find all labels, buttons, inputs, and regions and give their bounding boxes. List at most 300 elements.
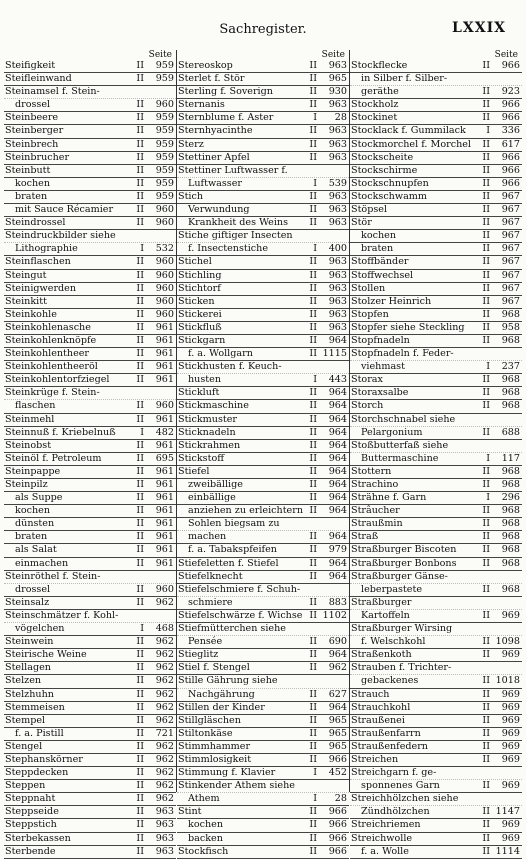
- entry-page: [319, 675, 349, 687]
- index-entry: [350, 492, 522, 505]
- entry-term: braten: [15, 531, 48, 543]
- entry-volume: II: [309, 400, 317, 412]
- entry-page: 962: [155, 688, 174, 700]
- entry-term: Steinberger: [5, 125, 64, 137]
- index-entry: [177, 623, 349, 636]
- entry-volume: II: [482, 60, 490, 71]
- index-entry: [4, 479, 176, 492]
- entry-volume: II: [309, 479, 317, 490]
- entry-page: 961: [155, 374, 174, 386]
- index-entry: [350, 819, 522, 832]
- entry-term: Stockmorchel f. Morchel: [351, 138, 471, 150]
- index-entry: [177, 112, 349, 125]
- index-entry: [177, 178, 349, 191]
- entry-page: 979: [328, 544, 347, 556]
- entry-term: Stiel f. Stengel: [178, 662, 250, 674]
- index-entry: [177, 571, 349, 584]
- entry-volume: [477, 767, 492, 779]
- entry-page: 961: [155, 361, 174, 373]
- page-number: LXXIX: [452, 20, 506, 36]
- entry-volume: [477, 623, 492, 635]
- entry-volume: II: [482, 400, 490, 412]
- entry-term: Sterz: [178, 138, 204, 150]
- entry-term: Steinkohle: [5, 308, 57, 320]
- entry-volume: II: [136, 217, 144, 229]
- entry-page: 1098: [495, 636, 520, 648]
- entry-page: 968: [501, 544, 520, 556]
- entry-volume: II: [309, 557, 317, 569]
- entry-volume: II: [482, 649, 490, 661]
- entry-term: Steinpilz: [5, 479, 48, 490]
- entry-volume: [304, 623, 319, 635]
- entry-page: 966: [328, 819, 347, 831]
- entry-volume: II: [482, 282, 490, 294]
- entry-term: Stollen: [351, 282, 386, 294]
- index-entry: [350, 60, 522, 73]
- entry-volume: II: [482, 714, 490, 726]
- index-entry: [4, 584, 176, 597]
- entry-page: 28: [334, 112, 347, 124]
- entry-volume: II: [136, 374, 144, 386]
- entry-volume: [304, 361, 319, 373]
- entry-page: 966: [501, 164, 520, 176]
- index-entry: [350, 518, 522, 531]
- index-entry: [177, 518, 349, 531]
- index-entry: [4, 152, 176, 165]
- entry-page: 968: [501, 308, 520, 320]
- entry-page: 400: [328, 243, 347, 255]
- entry-term: leberpastete: [361, 583, 423, 595]
- entry-page: 1114: [495, 845, 520, 857]
- entry-page: [492, 348, 522, 360]
- entry-page: 468: [155, 623, 174, 635]
- entry-page: 967: [501, 204, 520, 216]
- entry-term: Streichwolle: [351, 832, 413, 844]
- entry-volume: II: [482, 518, 490, 530]
- index-entry: [177, 125, 349, 138]
- entry-page: 961: [155, 413, 174, 425]
- entry-page: 237: [501, 361, 520, 373]
- index-entry: [4, 636, 176, 649]
- entry-term: Straußenfedern: [351, 740, 428, 752]
- index-entry: [4, 243, 176, 256]
- entry-volume: II: [136, 413, 144, 425]
- entry-page: 962: [155, 596, 174, 608]
- entry-volume: [477, 662, 492, 674]
- index-entry: [177, 86, 349, 99]
- entry-page: 969: [501, 688, 520, 700]
- entry-page: 967: [501, 282, 520, 294]
- entry-page: 968: [501, 334, 520, 346]
- entry-page: 962: [155, 714, 174, 726]
- entry-term: Sticken: [178, 295, 215, 307]
- index-entry: [177, 165, 349, 178]
- entry-volume: II: [136, 256, 144, 268]
- entry-page: 966: [328, 753, 347, 765]
- index-entry: [4, 806, 176, 819]
- entry-volume: II: [482, 479, 490, 490]
- index-entry: [350, 479, 522, 492]
- entry-volume: II: [482, 544, 490, 556]
- page-title: Sachregister.: [219, 22, 307, 37]
- index-entry: [4, 112, 176, 125]
- entry-term: Steppnaht: [5, 793, 56, 805]
- entry-page: 695: [155, 452, 174, 464]
- entry-page: 959: [155, 151, 174, 163]
- entry-term: Stickhusten f. Keuch-: [178, 361, 282, 373]
- entry-volume: II: [309, 282, 317, 294]
- entry-term: Stille Gährung siehe: [178, 675, 278, 687]
- entry-page: 959: [155, 138, 174, 150]
- index-entry: [4, 165, 176, 178]
- entry-volume: II: [482, 99, 490, 111]
- index-entry: [350, 243, 522, 256]
- entry-page: [146, 230, 176, 242]
- entry-term: Stockschirme: [351, 164, 418, 176]
- entry-page: 117: [501, 452, 520, 464]
- entry-term: Straßburger Wirsing: [351, 623, 453, 635]
- index-entry: [350, 178, 522, 191]
- entry-page: 966: [501, 177, 520, 189]
- entry-term: Stichel: [178, 256, 212, 268]
- entry-volume: II: [482, 832, 490, 844]
- entry-term: Stoßbutterfaß siehe: [351, 439, 449, 451]
- index-entry: [4, 518, 176, 531]
- entry-volume: II: [482, 151, 490, 163]
- entry-term: Stickmaschine: [178, 400, 249, 412]
- index-entry: [4, 387, 176, 400]
- entry-page: [146, 610, 176, 622]
- index-entry: [4, 689, 176, 702]
- entry-page: 962: [155, 649, 174, 661]
- entry-term: Steinwein: [5, 636, 54, 648]
- index-entry: [4, 73, 176, 86]
- entry-page: 1115: [322, 348, 347, 360]
- entry-volume: II: [136, 662, 144, 674]
- entry-term: Stockholz: [351, 99, 399, 111]
- entry-page: 961: [155, 505, 174, 517]
- entry-volume: II: [136, 73, 144, 85]
- entry-volume: II: [482, 701, 490, 713]
- index-entry: [350, 322, 522, 335]
- entry-volume: II: [309, 845, 317, 857]
- entry-term: Athem: [188, 793, 220, 805]
- index-column-3: [350, 50, 522, 859]
- entry-volume: II: [136, 583, 144, 595]
- entry-page: 961: [155, 531, 174, 543]
- index-column-1: [4, 50, 176, 859]
- entry-term: Stemmeisen: [5, 701, 65, 713]
- entry-volume: [477, 440, 492, 452]
- entry-page: 964: [328, 426, 347, 438]
- entry-term: Stör: [351, 217, 372, 229]
- entry-volume: II: [482, 583, 490, 595]
- entry-page: 1147: [495, 806, 520, 818]
- entry-page: 960: [155, 217, 174, 229]
- entry-page: 964: [328, 387, 347, 399]
- entry-term: Stickstoff: [178, 452, 225, 464]
- entry-page: 964: [328, 649, 347, 661]
- entry-volume: II: [136, 505, 144, 517]
- entry-term: anziehen zu erleichtern: [188, 505, 303, 517]
- entry-volume: II: [136, 348, 144, 360]
- index-entry: [4, 322, 176, 335]
- entry-volume: II: [309, 701, 317, 713]
- index-entry: [177, 99, 349, 112]
- entry-page: 959: [155, 60, 174, 71]
- seite-label: Seite: [321, 50, 345, 60]
- entry-page: 958: [501, 321, 520, 333]
- entry-volume: II: [309, 740, 317, 752]
- entry-page: 965: [328, 714, 347, 726]
- index-entry: [177, 597, 349, 610]
- index-entry: [350, 728, 522, 741]
- entry-volume: II: [309, 806, 317, 818]
- index-entry: [177, 767, 349, 780]
- entry-term: Stickluft: [178, 387, 220, 399]
- entry-term: Stiefelschmiere f. Schuh-: [178, 583, 301, 595]
- entry-page: 28: [334, 793, 347, 805]
- index-entry: [350, 270, 522, 283]
- index-entry: [177, 374, 349, 387]
- index-entry: [350, 348, 522, 361]
- entry-volume: I: [313, 793, 317, 805]
- entry-term: Sohlen biegsam zu: [188, 518, 280, 530]
- index-entry: [350, 662, 522, 675]
- entry-term: Stickrahmen: [178, 439, 241, 451]
- entry-page: 961: [155, 321, 174, 333]
- entry-term: flaschen: [15, 400, 56, 412]
- index-entry: [177, 453, 349, 466]
- entry-page: 964: [328, 465, 347, 477]
- index-entry: [350, 702, 522, 715]
- entry-volume: II: [136, 701, 144, 713]
- entry-volume: II: [482, 688, 490, 700]
- entry-page: 964: [328, 334, 347, 346]
- index-entry: [4, 440, 176, 453]
- entry-page: [492, 662, 522, 674]
- index-entry: [177, 335, 349, 348]
- entry-term: Steinschmätzer f. Kohl-: [5, 609, 119, 621]
- entry-volume: II: [482, 780, 490, 792]
- entry-term: Stiltonkäse: [178, 727, 233, 739]
- index-entry: [350, 741, 522, 754]
- entry-volume: II: [309, 649, 317, 661]
- index-entry: [177, 427, 349, 440]
- entry-volume: I: [140, 426, 144, 438]
- entry-volume: II: [309, 334, 317, 346]
- entry-term: Stottern: [351, 465, 392, 477]
- entry-volume: II: [482, 164, 490, 176]
- entry-page: 961: [155, 479, 174, 490]
- entry-page: 968: [501, 465, 520, 477]
- index-entry: [350, 283, 522, 296]
- index-entry: [4, 610, 176, 623]
- entry-term: Sticknadeln: [178, 426, 236, 438]
- entry-page: [492, 597, 522, 609]
- entry-volume: II: [482, 334, 490, 346]
- entry-volume: II: [309, 426, 317, 438]
- entry-volume: [477, 597, 492, 609]
- entry-volume: II: [136, 492, 144, 504]
- entry-page: 966: [328, 832, 347, 844]
- entry-volume: II: [482, 557, 490, 569]
- index-entry: [350, 466, 522, 479]
- entry-page: 960: [155, 99, 174, 111]
- index-entry: [350, 191, 522, 204]
- entry-page: 962: [155, 753, 174, 765]
- entry-volume: II: [136, 767, 144, 779]
- index-entry: [4, 270, 176, 283]
- index-entry: [4, 649, 176, 662]
- entry-term: Strähne f. Garn: [351, 492, 427, 504]
- index-entry: [350, 689, 522, 702]
- entry-page: 964: [328, 701, 347, 713]
- entry-volume: II: [482, 308, 490, 320]
- index-entry: [4, 283, 176, 296]
- entry-term: braten: [361, 243, 394, 255]
- entry-page: 960: [155, 269, 174, 281]
- entry-page: 962: [155, 701, 174, 713]
- entry-term: Steinkohlentorfziegel: [5, 374, 110, 386]
- entry-volume: II: [482, 138, 490, 150]
- entry-term: Stopfnadeln f. Feder-: [351, 348, 454, 360]
- index-entry: [350, 780, 522, 793]
- entry-volume: I: [486, 452, 490, 464]
- entry-volume: I: [313, 767, 317, 779]
- index-entry: [177, 636, 349, 649]
- entry-page: 963: [328, 151, 347, 163]
- entry-page: 959: [155, 112, 174, 124]
- entry-page: 963: [155, 806, 174, 818]
- index-entry: [4, 335, 176, 348]
- entry-volume: [304, 780, 319, 792]
- entry-term: viehmast: [361, 361, 405, 373]
- entry-volume: II: [309, 662, 317, 674]
- entry-page: 962: [155, 780, 174, 792]
- entry-volume: II: [136, 177, 144, 189]
- entry-volume: II: [136, 400, 144, 412]
- index-entry: [177, 440, 349, 453]
- entry-page: 961: [155, 348, 174, 360]
- entry-page: 959: [155, 177, 174, 189]
- entry-term: Stöpsel: [351, 204, 388, 216]
- entry-page: 965: [328, 73, 347, 85]
- index-entry: [4, 361, 176, 374]
- entry-term: Steinkohlenknöpfe: [5, 334, 97, 346]
- entry-term: Stoffwechsel: [351, 269, 414, 281]
- index-entry: [177, 558, 349, 571]
- entry-term: Straßenkoth: [351, 649, 412, 661]
- entry-term: Steingut: [5, 269, 47, 281]
- entry-page: 964: [328, 505, 347, 517]
- entry-term: drossel: [15, 583, 51, 595]
- entry-term: Steinkohlentheer: [5, 348, 90, 360]
- entry-term: Stockinet: [351, 112, 398, 124]
- entry-term: Kartoffeln: [361, 609, 410, 621]
- entry-volume: II: [136, 479, 144, 490]
- index-entry: [177, 806, 349, 819]
- entry-term: Krankheit des Weins: [188, 217, 289, 229]
- index-entry: [177, 741, 349, 754]
- entry-page: 964: [328, 531, 347, 543]
- entry-volume: II: [309, 753, 317, 765]
- entry-page: 968: [501, 505, 520, 517]
- entry-page: 443: [328, 374, 347, 386]
- index-entry: [177, 505, 349, 518]
- index-entry: [177, 270, 349, 283]
- index-entry: [350, 610, 522, 623]
- entry-term: Stiefel: [178, 465, 210, 477]
- entry-term: Stopfen: [351, 308, 389, 320]
- index-entry: [4, 217, 176, 230]
- entry-page: [319, 584, 349, 596]
- entry-volume: II: [136, 688, 144, 700]
- entry-volume: [477, 793, 492, 805]
- entry-term: backen: [188, 832, 223, 844]
- entry-term: Buttermaschine: [361, 452, 439, 464]
- entry-volume: II: [136, 151, 144, 163]
- entry-volume: II: [136, 439, 144, 451]
- entry-term: Strauch: [351, 688, 390, 700]
- entry-volume: [304, 584, 319, 596]
- entry-page: 961: [155, 334, 174, 346]
- entry-volume: II: [482, 845, 490, 857]
- entry-volume: II: [309, 217, 317, 229]
- entry-volume: II: [309, 544, 317, 556]
- entry-page: [319, 518, 349, 530]
- entry-term: Stereoskop: [178, 60, 233, 71]
- entry-term: Steppstich: [5, 819, 57, 831]
- index-entry: [4, 558, 176, 571]
- entry-term: Steppen: [5, 780, 46, 792]
- index-entry: [350, 204, 522, 217]
- entry-page: 962: [155, 662, 174, 674]
- entry-volume: II: [309, 387, 317, 399]
- entry-volume: II: [136, 60, 144, 71]
- entry-volume: II: [136, 636, 144, 648]
- entry-term: Stimmhammer: [178, 740, 251, 752]
- entry-term: Storax: [351, 374, 383, 386]
- entry-page: 923: [501, 86, 520, 98]
- entry-volume: II: [482, 465, 490, 477]
- entry-page: 964: [328, 492, 347, 504]
- entry-page: 963: [328, 308, 347, 320]
- entry-term: Stinkender Athem siehe: [178, 780, 295, 792]
- entry-volume: II: [309, 99, 317, 111]
- index-entry: [177, 728, 349, 741]
- entry-page: [319, 361, 349, 373]
- entry-volume: II: [309, 308, 317, 320]
- entry-page: 959: [155, 190, 174, 202]
- entry-term: Steinkitt: [5, 295, 47, 307]
- entry-page: 482: [155, 426, 174, 438]
- entry-term: Sternblume f. Aster: [178, 112, 274, 124]
- index-entry: [4, 178, 176, 191]
- index-entry: [177, 152, 349, 165]
- entry-page: 1102: [322, 609, 347, 621]
- index-entry: [4, 256, 176, 269]
- index-entry: [350, 505, 522, 518]
- entry-volume: II: [482, 374, 490, 386]
- entry-term: Stickgarn: [178, 334, 226, 346]
- entry-volume: II: [482, 531, 490, 543]
- index-entry: [177, 296, 349, 309]
- entry-page: 964: [328, 400, 347, 412]
- entry-page: 959: [155, 164, 174, 176]
- entry-volume: II: [482, 204, 490, 216]
- index-entry: [350, 636, 522, 649]
